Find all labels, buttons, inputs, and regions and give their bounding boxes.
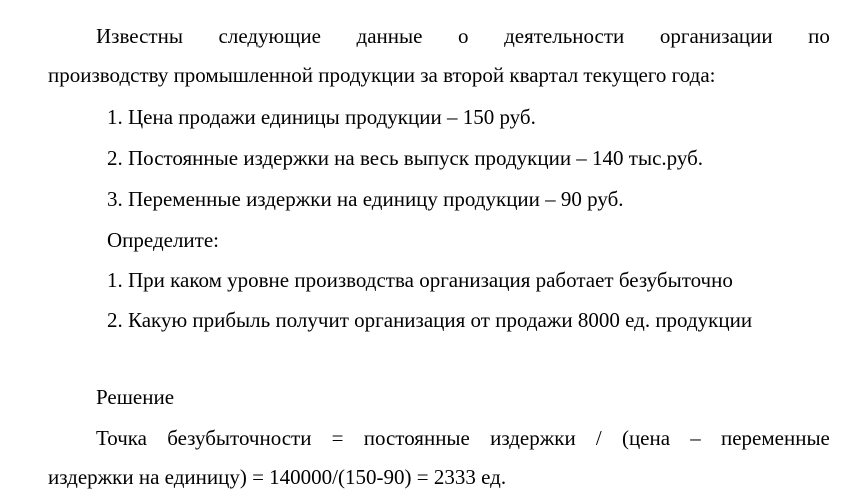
formula-word: переменные <box>720 426 830 450</box>
formula-word: издержки <box>490 426 576 450</box>
intro-line-2: производству промышленной продукции за второй квартал текущего года: <box>48 63 716 87</box>
formula-line-1 <box>96 425 830 451</box>
intro-word: организации <box>659 24 773 48</box>
intro-word: деятельности <box>504 24 625 48</box>
question-profit: 2. Какую прибыль получит организация от продажи 8000 ед. продукции <box>107 308 753 332</box>
formula-word: постоянные <box>363 426 470 450</box>
intro-word: следующие <box>218 24 321 48</box>
question-break-even: 1. При каком уровне производства организация работает безубыточно <box>107 268 733 292</box>
determine-label: Определите: <box>107 228 220 252</box>
formula-word: – <box>690 426 701 450</box>
given-item-variable-costs: 3. Переменные издержки на единицу продукции – 90 руб. <box>107 187 624 211</box>
intro-word: о <box>458 24 469 48</box>
intro-word: Известны <box>96 24 183 48</box>
formula-word: (цена <box>621 426 671 450</box>
formula-word: = <box>331 426 344 450</box>
formula-line-2: издержки на единицу) = 140000/(150-90) = 2333 ед. <box>48 465 507 489</box>
given-item-fixed-costs: 2. Постоянные издержки на весь выпуск продукции – 140 тыс.руб. <box>107 146 704 170</box>
intro-line-1 <box>96 23 830 49</box>
intro-word: данные <box>356 24 423 48</box>
formula-word: / <box>595 426 602 450</box>
formula-word: Точка <box>96 426 147 450</box>
intro-word: по <box>808 24 830 48</box>
solution-heading: Решение <box>96 385 175 409</box>
formula-word: безубыточности <box>167 426 312 450</box>
given-item-price: 1. Цена продажи единицы продукции – 150 руб. <box>107 105 536 129</box>
